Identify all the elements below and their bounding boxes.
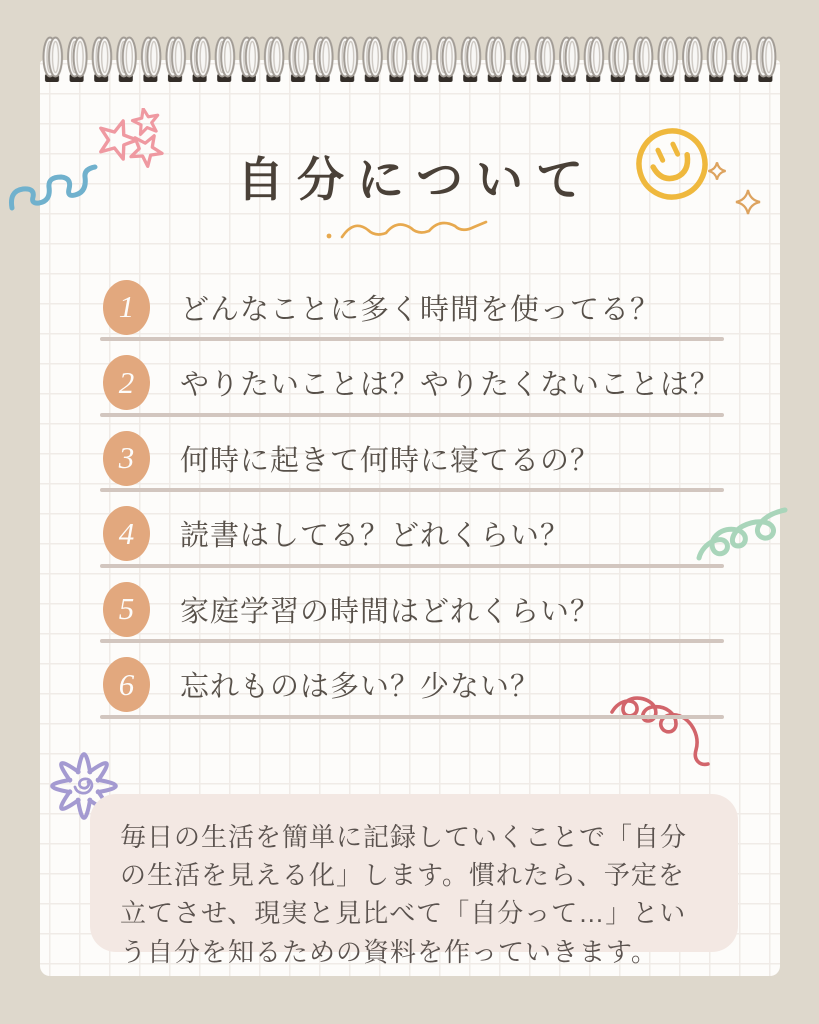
- item-number-badge: 3: [103, 431, 150, 486]
- question-item-6: [100, 656, 724, 732]
- note-text: 毎日の生活を簡単に記録していくことで「自分の生活を見える化」します。慣れたら、予定を立てさせ、現実と見比べて「自分って…」という自分を知るための資料を作っていきます。: [120, 822, 688, 967]
- item-divider: [100, 715, 724, 719]
- question-item-1: [100, 278, 724, 354]
- question-item-3: [100, 429, 724, 505]
- item-number-badge: 2: [103, 355, 150, 410]
- wave-doodle-icon: [8, 146, 103, 214]
- question-item-5: [100, 580, 724, 656]
- question-item-4: [100, 505, 724, 581]
- item-divider: [100, 488, 724, 492]
- sparkle-icon: [700, 150, 775, 225]
- item-number-badge: 1: [103, 280, 150, 335]
- item-text: 家庭学習の時間はどれくらい？: [180, 595, 601, 628]
- item-divider: [100, 639, 724, 643]
- note-box: [90, 794, 738, 967]
- question-list: [100, 278, 724, 731]
- item-divider: [100, 413, 724, 417]
- item-divider: [100, 337, 724, 341]
- spiral-binding: [40, 34, 780, 86]
- question-item-2: [100, 354, 724, 430]
- item-text: どんなことに多く時間を使ってる？: [180, 293, 661, 326]
- item-text: 何時に起きて何時に寝てるの？: [180, 444, 601, 477]
- item-number-badge: 4: [103, 506, 150, 561]
- item-text: 読書はしてる？どれくらい？: [180, 520, 571, 552]
- item-text: やりたいことは？やりたくないことは？: [180, 369, 721, 401]
- item-divider: [100, 564, 724, 568]
- item-number-badge: 5: [103, 582, 150, 637]
- item-number-badge: 6: [103, 657, 150, 712]
- item-text: 忘れものは多い？少ない？: [180, 671, 541, 703]
- underline-squiggle-icon: [322, 213, 500, 247]
- page-title: 自分について: [236, 153, 597, 206]
